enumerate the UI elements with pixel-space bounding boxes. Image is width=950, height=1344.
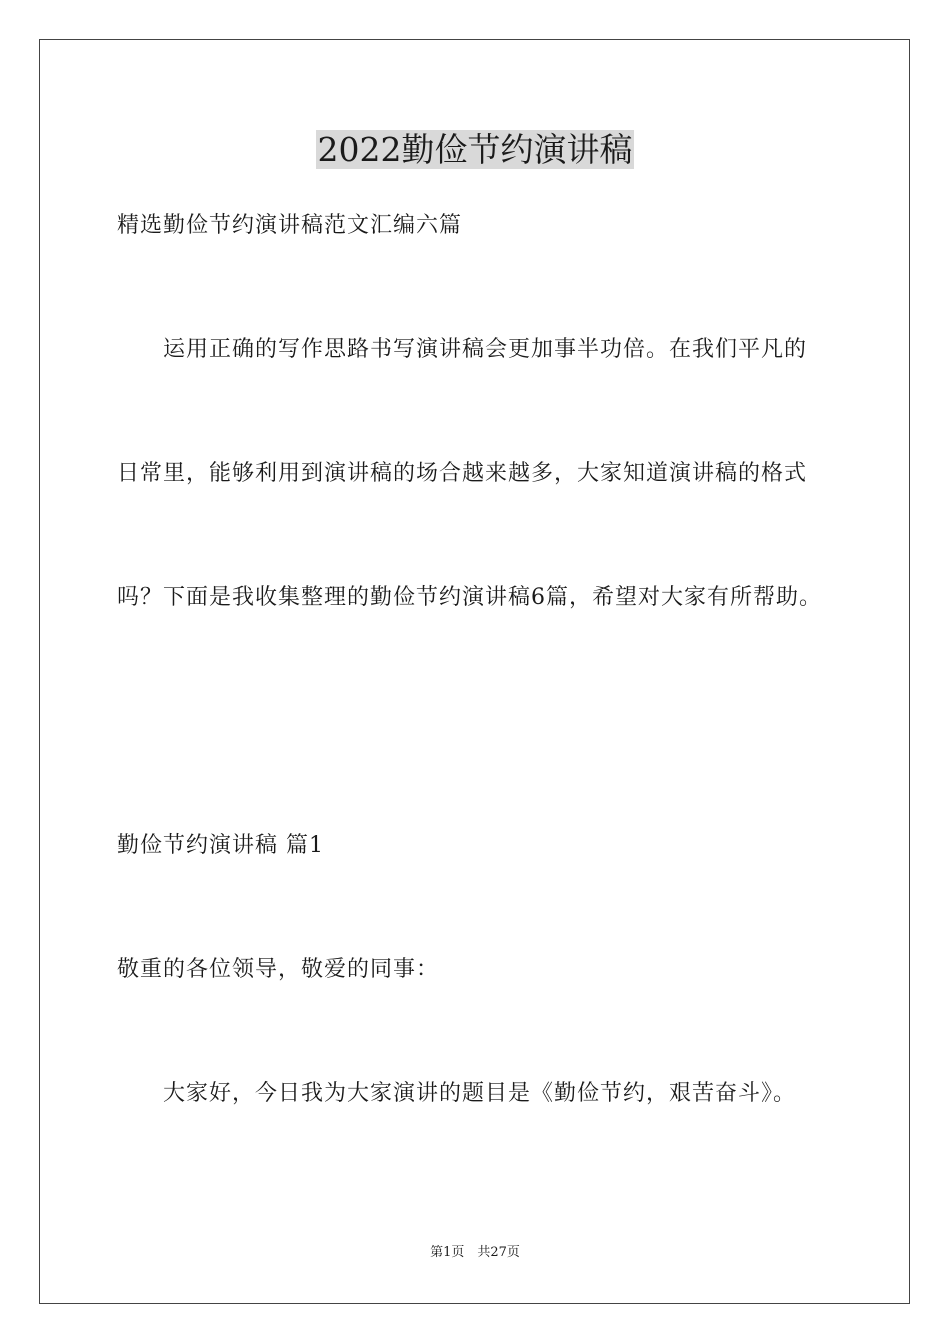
intro-line-2: 日常里，能够利用到演讲稿的场合越来越多，大家知道演讲稿的格式 <box>117 461 808 486</box>
section-heading: 勤俭节约演讲稿 篇1 <box>117 833 324 858</box>
salutation: 敬重的各位领导，敬爱的同事： <box>117 957 440 982</box>
document-title <box>0 128 950 172</box>
title-text: 2022勤俭节约演讲稿 <box>317 130 633 169</box>
intro-line-1: 运用正确的写作思路书写演讲稿会更加事半功倍。在我们平凡的 <box>117 337 808 362</box>
opening-paragraph: 大家好，今日我为大家演讲的题目是《勤俭节约，艰苦奋斗》。 <box>117 1081 797 1106</box>
intro-line-3: 吗？下面是我收集整理的勤俭节约演讲稿6篇，希望对大家有所帮助。 <box>117 585 822 610</box>
subtitle: 精选勤俭节约演讲稿范文汇编六篇 <box>117 213 463 238</box>
page-footer: 第1页 共27页 <box>430 1245 520 1260</box>
